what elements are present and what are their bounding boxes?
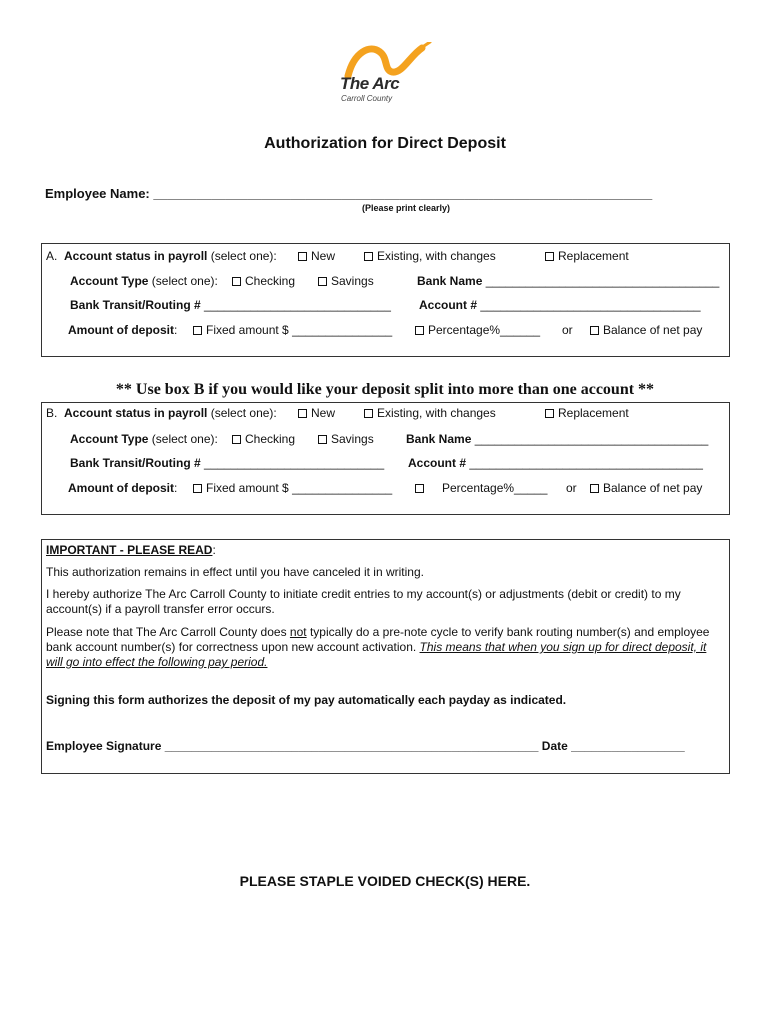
page-title: Authorization for Direct Deposit [264, 135, 506, 152]
section-b-routing-field[interactable]: ___________________________ [204, 456, 385, 470]
employee-name-field[interactable]: _____________________________________________________________________ [153, 186, 653, 201]
section-b-status-row [46, 406, 277, 420]
section-a-existing-label: Existing, with changes [377, 249, 496, 263]
section-b-checking-label: Checking [245, 432, 296, 446]
checkbox-icon[interactable] [232, 277, 241, 286]
section-a-status-select: (select one): [210, 249, 277, 263]
important-paragraph-3-start: Please note that The Arc Carroll County does [46, 625, 290, 639]
section-a-savings-option[interactable] [318, 274, 374, 288]
section-a-bank-name-field[interactable]: ___________________________________ [485, 274, 720, 288]
section-a-percentage-label: Percentage%______ [428, 323, 541, 337]
employee-name-hint: (Please print clearly) [362, 203, 451, 213]
section-a-new-label: New [311, 249, 336, 263]
section-a-account-field[interactable]: _________________________________ [480, 298, 701, 312]
checkbox-icon[interactable] [298, 409, 307, 418]
section-b-bank-name-label: Bank Name [406, 432, 472, 446]
section-b-account-field[interactable]: ___________________________________ [469, 456, 703, 470]
section-b-prefix: B. [46, 406, 58, 420]
section-b-type-select: (select one): [151, 432, 218, 446]
signature-field[interactable]: ________________________________________________________ [164, 739, 539, 753]
section-a-status-row [46, 249, 277, 263]
date-field[interactable]: _________________ [571, 739, 685, 753]
section-a-bank-name-row [417, 274, 719, 288]
important-paragraph-2: I hereby authorize The Arc Carroll County to initiate credit entries to my account(s) or adjustments (debit or credit) to my account(s) if a payroll transfer error occurs. [46, 587, 681, 616]
section-b-routing-row [70, 456, 384, 470]
section-a-account-label: Account # [419, 298, 478, 312]
important-paragraph-3 [46, 625, 716, 670]
section-b-bank-name-row [406, 432, 708, 446]
section-b-account-row [408, 456, 703, 470]
arc-logo-tagline: Carroll County [341, 94, 393, 103]
section-a-account-row [419, 298, 701, 312]
section-a-routing-row [70, 298, 391, 312]
checkbox-icon[interactable] [298, 252, 307, 261]
sign-note: Signing this form authorizes the deposit of my pay automatically each payday as indicated. [46, 693, 567, 707]
arc-logo [340, 42, 440, 108]
section-b-existing-label: Existing, with changes [377, 406, 496, 420]
section-a-or: or [562, 323, 573, 337]
section-a-replacement-option[interactable] [545, 249, 629, 263]
checkbox-icon[interactable] [232, 435, 241, 444]
section-b-routing-label: Bank Transit/Routing # [70, 456, 201, 470]
section-b-account-label: Account # [408, 456, 467, 470]
checkbox-icon[interactable] [545, 409, 554, 418]
section-b-percentage-label: Percentage%_____ [442, 481, 548, 495]
important-paragraph-3-middle: typically do a pre-note cycle to verify bank routing number(s) and employee bank account number(s) for correctness upon new account activation. [46, 625, 710, 654]
employee-name-label: Employee Name: [45, 186, 150, 201]
section-a-balance-option[interactable] [590, 323, 702, 337]
section-a-replacement-label: Replacement [558, 249, 629, 263]
section-b-or: or [566, 481, 577, 495]
section-a-existing-option[interactable] [364, 249, 496, 263]
important-paragraph-3-not: not [289, 625, 307, 639]
section-a-fixed-label: Fixed amount $ [206, 323, 289, 337]
checkbox-icon[interactable] [318, 277, 327, 286]
section-b-amount-label: Amount of deposit [68, 481, 174, 495]
section-b-fixed-option[interactable] [193, 481, 392, 495]
checkbox-icon[interactable] [193, 326, 202, 335]
signature-label: Employee Signature [46, 739, 162, 753]
section-b-new-option[interactable] [298, 406, 335, 420]
arc-logo-name: The Arc [340, 74, 400, 93]
section-a-routing-field[interactable]: ____________________________ [204, 298, 391, 312]
section-a-checking-option[interactable] [232, 274, 295, 288]
section-a-fixed-field[interactable]: _______________ [292, 323, 393, 337]
section-a-amount-row [68, 323, 177, 337]
section-a-percentage-option[interactable] [415, 323, 540, 337]
section-a-checking-label: Checking [245, 274, 296, 288]
important-heading-colon: : [212, 543, 216, 557]
section-a-prefix: A. [46, 249, 58, 263]
section-a-type-row [70, 274, 218, 288]
section-a-new-option[interactable] [298, 249, 335, 263]
section-b-percentage-checkbox[interactable] [415, 481, 428, 495]
important-paragraph-3-emphasis: This means that when you sign up for direct deposit, it will go into effect the following pay period. [46, 640, 707, 669]
section-b-replacement-label: Replacement [558, 406, 629, 420]
important-heading-row [46, 543, 216, 557]
section-b-status-select: (select one): [210, 406, 277, 420]
checkbox-icon[interactable] [415, 326, 424, 335]
section-b-savings-option[interactable] [318, 432, 374, 446]
section-b-type-label: Account Type [70, 432, 149, 446]
section-b-new-label: New [311, 406, 336, 420]
section-a-type-label: Account Type [70, 274, 149, 288]
section-a-amount-colon: : [173, 323, 178, 337]
section-b-status-label: Account status in payroll [64, 406, 208, 420]
important-paragraph-1: This authorization remains in effect until you have canceled it in writing. [46, 565, 424, 579]
section-b-existing-option[interactable] [364, 406, 496, 420]
section-b-balance-option[interactable] [590, 481, 702, 495]
section-b-amount-row [68, 481, 177, 495]
checkbox-icon[interactable] [590, 484, 599, 493]
staple-check-note: PLEASE STAPLE VOIDED CHECK(S) HERE. [239, 873, 531, 889]
split-note: ** Use box B if you would like your deposit split into more than one account ** [115, 381, 655, 398]
section-b-savings-label: Savings [331, 432, 374, 446]
section-a-fixed-option[interactable] [193, 323, 392, 337]
section-b-checking-option[interactable] [232, 432, 295, 446]
section-a-status-label: Account status in payroll [64, 249, 208, 263]
checkbox-icon[interactable] [545, 252, 554, 261]
section-a-routing-label: Bank Transit/Routing # [70, 298, 201, 312]
section-a-balance-label: Balance of net pay [603, 323, 703, 337]
signature-row [46, 739, 685, 753]
checkbox-icon[interactable] [364, 409, 373, 418]
section-b-amount-colon: : [173, 481, 178, 495]
checkbox-icon[interactable] [318, 435, 327, 444]
checkbox-icon[interactable] [415, 484, 424, 493]
checkbox-icon[interactable] [590, 326, 599, 335]
section-b-fixed-label: Fixed amount $ [206, 481, 289, 495]
section-a-type-select: (select one): [151, 274, 218, 288]
section-a-bank-name-label: Bank Name [417, 274, 483, 288]
checkbox-icon[interactable] [364, 252, 373, 261]
employee-name-row [45, 186, 652, 201]
important-heading: IMPORTANT - PLEASE READ [46, 543, 213, 557]
section-a-savings-label: Savings [331, 274, 374, 288]
section-b-fixed-field[interactable]: _______________ [292, 481, 393, 495]
section-b-replacement-option[interactable] [545, 406, 629, 420]
checkbox-icon[interactable] [193, 484, 202, 493]
section-a-amount-label: Amount of deposit [68, 323, 174, 337]
section-b-bank-name-field[interactable]: ___________________________________ [474, 432, 709, 446]
section-b-type-row [70, 432, 218, 446]
section-b-balance-label: Balance of net pay [603, 481, 703, 495]
date-label: Date [541, 739, 568, 753]
